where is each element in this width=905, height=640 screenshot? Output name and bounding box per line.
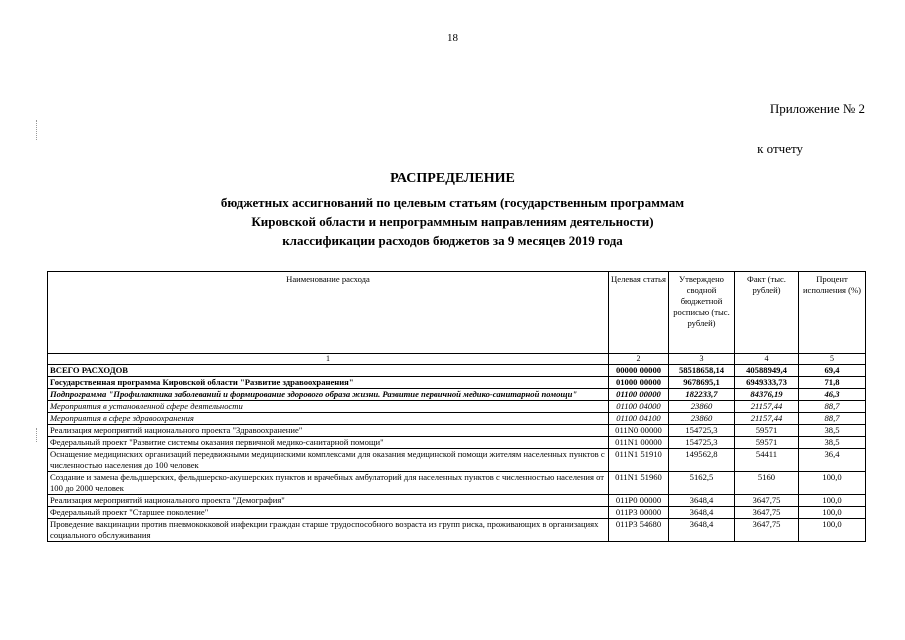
table-row [48, 413, 866, 425]
cell-approved: 23860 [669, 413, 735, 425]
cell-approved: 3648,4 [669, 507, 735, 519]
table-row [48, 449, 866, 472]
cell-code: 011N1 00000 [609, 437, 669, 449]
document-title [0, 170, 905, 250]
cell-name: Федеральный проект "Старшее поколение" [48, 507, 609, 519]
cell-code: 011N1 51910 [609, 449, 669, 472]
table-row [48, 401, 866, 413]
column-index: 4 [735, 354, 799, 365]
cell-code: 01100 04100 [609, 413, 669, 425]
table-row [48, 365, 866, 377]
margin-mark [36, 120, 37, 140]
cell-name: Мероприятия в установленной сфере деятельности [48, 401, 609, 413]
cell-percent: 100,0 [799, 507, 866, 519]
cell-percent: 100,0 [799, 472, 866, 495]
cell-name: Проведение вакцинации против пневмококковой инфекции граждан старше трудоспособного возраста из групп риска, проживающих в организациях социального обслуживания [48, 519, 609, 542]
table-row [48, 437, 866, 449]
cell-code: 00000 00000 [609, 365, 669, 377]
cell-name: Государственная программа Кировской области "Развитие здравоохранения" [48, 377, 609, 389]
table-row [48, 389, 866, 401]
cell-approved: 3648,4 [669, 495, 735, 507]
table-row [48, 472, 866, 495]
column-index: 1 [48, 354, 609, 365]
page-number: 18 [447, 32, 458, 44]
cell-code: 01100 04000 [609, 401, 669, 413]
cell-percent: 46,3 [799, 389, 866, 401]
header-code: Целевая статья [609, 272, 669, 354]
title-line: бюджетных ассигнований по целевым статьям (государственным программам [220, 195, 685, 210]
cell-approved: 3648,4 [669, 519, 735, 542]
cell-name: Создание и замена фельдшерских, фельдшерско-акушерских пунктов и врачебных амбулаторий для населенных пунктов с численностью населения от 100 до 2000 человек [48, 472, 609, 495]
cell-fact: 5160 [735, 472, 799, 495]
cell-approved: 154725,3 [669, 425, 735, 437]
title-line: Кировской области и непрограммным направлениям деятельности) [251, 214, 654, 229]
cell-name: Мероприятия в сфере здравоохранения [48, 413, 609, 425]
column-index-row [48, 354, 866, 365]
appendix-label: Приложение № 2 [769, 101, 865, 116]
cell-fact: 3647,75 [735, 495, 799, 507]
cell-code: 011P3 00000 [609, 507, 669, 519]
cell-percent: 38,5 [799, 437, 866, 449]
cell-approved: 9678695,1 [669, 377, 735, 389]
title-line: классификации расходов бюджетов за 9 месяцев 2019 года [282, 233, 623, 248]
cell-approved: 182233,7 [669, 389, 735, 401]
cell-fact: 40588949,4 [735, 365, 799, 377]
margin-mark [36, 428, 37, 442]
cell-fact: 59571 [735, 437, 799, 449]
cell-fact: 21157,44 [735, 413, 799, 425]
cell-name: Реализация мероприятий национального проекта "Демография" [48, 495, 609, 507]
cell-name: Реализация мероприятий национального проекта "Здравоохранение" [48, 425, 609, 437]
title-main: РАСПРЕДЕЛЕНИЕ [390, 171, 515, 186]
cell-code: 011N0 00000 [609, 425, 669, 437]
cell-fact: 59571 [735, 425, 799, 437]
cell-name: ВСЕГО РАСХОДОВ [48, 365, 609, 377]
cell-code: 011N1 51960 [609, 472, 669, 495]
header-percent: Процент исполнения (%) [799, 272, 866, 354]
column-index: 5 [799, 354, 866, 365]
cell-approved: 5162,5 [669, 472, 735, 495]
table-row [48, 507, 866, 519]
table-header-row [48, 272, 866, 354]
table-row [48, 495, 866, 507]
cell-fact: 6949333,73 [735, 377, 799, 389]
cell-approved: 154725,3 [669, 437, 735, 449]
budget-table [47, 271, 866, 542]
cell-approved: 58518658,14 [669, 365, 735, 377]
cell-name: Федеральный проект "Развитие системы оказания первичной медико-санитарной помощи" [48, 437, 609, 449]
column-index: 3 [669, 354, 735, 365]
cell-fact: 84376,19 [735, 389, 799, 401]
cell-percent: 36,4 [799, 449, 866, 472]
table-row [48, 519, 866, 542]
cell-fact: 3647,75 [735, 519, 799, 542]
cell-name: Оснащение медицинских организаций передвижными медицинскими комплексами для оказания медицинской помощи жителям населенных пунктов с численностью населения до 100 человек [48, 449, 609, 472]
cell-percent: 88,7 [799, 413, 866, 425]
cell-code: 01100 00000 [609, 389, 669, 401]
cell-code: 01000 00000 [609, 377, 669, 389]
header-approved: Утверждено сводной бюджетной росписью (тыс. рублей) [669, 272, 735, 354]
cell-percent: 71,8 [799, 377, 866, 389]
cell-code: 011P3 54680 [609, 519, 669, 542]
cell-percent: 100,0 [799, 495, 866, 507]
table-row [48, 425, 866, 437]
table-row [48, 377, 866, 389]
cell-fact: 54411 [735, 449, 799, 472]
cell-percent: 38,5 [799, 425, 866, 437]
report-label: к отчету [757, 141, 803, 156]
column-index: 2 [609, 354, 669, 365]
cell-percent: 100,0 [799, 519, 866, 542]
cell-fact: 21157,44 [735, 401, 799, 413]
header-fact: Факт (тыс. рублей) [735, 272, 799, 354]
cell-percent: 88,7 [799, 401, 866, 413]
cell-approved: 23860 [669, 401, 735, 413]
cell-code: 011P0 00000 [609, 495, 669, 507]
cell-fact: 3647,75 [735, 507, 799, 519]
cell-percent: 69,4 [799, 365, 866, 377]
header-name: Наименование расхода [48, 272, 609, 354]
cell-approved: 149562,8 [669, 449, 735, 472]
cell-name: Подпрограмма "Профилактика заболеваний и формирование здорового образа жизни. Развитие первичной медико-санитарной помощи" [48, 389, 609, 401]
